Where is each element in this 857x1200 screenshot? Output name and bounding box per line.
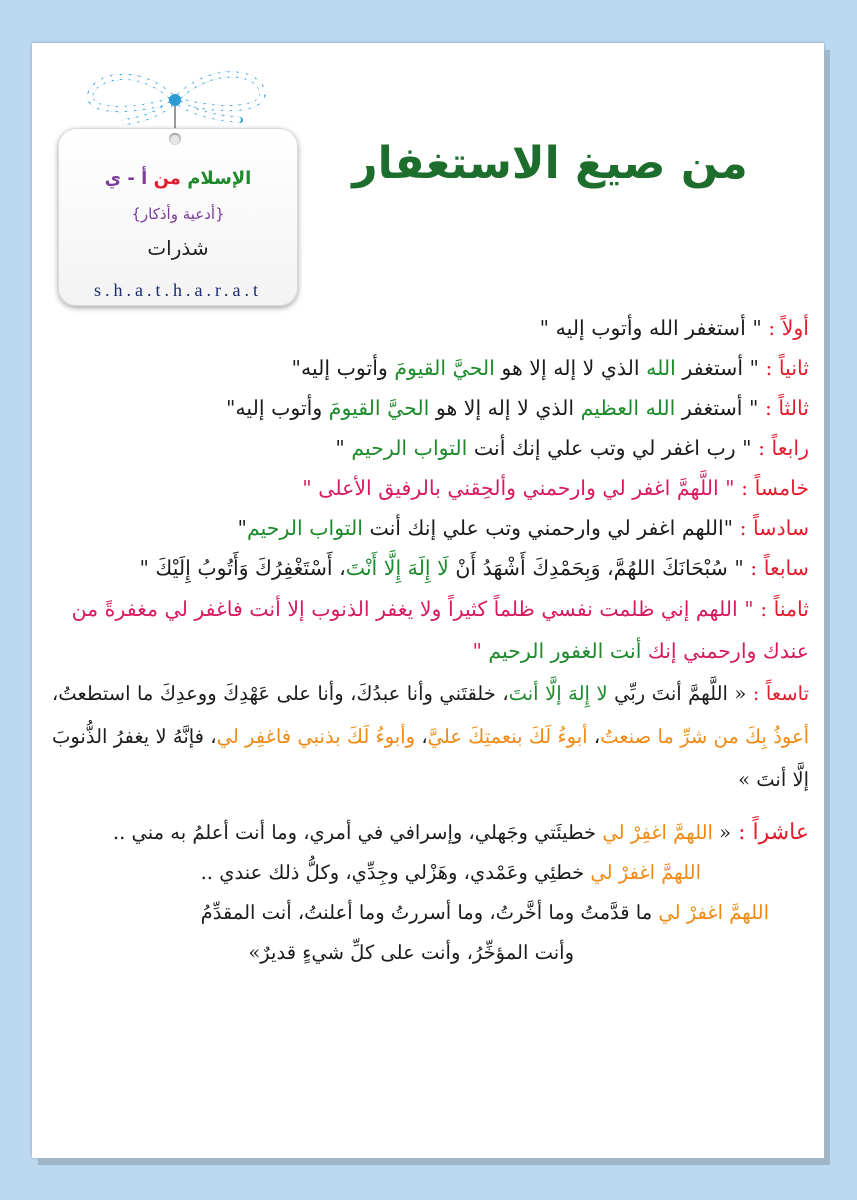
item-highlight: الله — [646, 356, 676, 380]
tag-signature-ar: شذرات — [147, 236, 209, 260]
item-text: " رب اغفر لي وتب علي إنك أنت — [467, 436, 752, 460]
item-highlight: لا إِلهَ إلَّا أنتَ — [508, 682, 608, 705]
item-highlight: أعوذُ بِكَ من شرِّ ما صنعتُ — [600, 725, 810, 748]
tag-hole — [169, 133, 181, 145]
item-label: ثالثاً : — [758, 396, 809, 420]
item-text: " أستغفر — [675, 396, 759, 420]
item-text: وأتوب إليه" — [291, 356, 395, 380]
item-2 — [52, 348, 809, 388]
item-text: الذي لا إله إلا هو — [494, 356, 647, 380]
item-highlight: الحيَّ القيومَ — [394, 356, 495, 380]
brand-part1: الإسلام — [180, 168, 252, 189]
item-9 — [52, 672, 809, 801]
item-highlight: التواب الرحيم — [351, 436, 468, 460]
item-text: ما قدَّمتُ وما أخَّرتُ، وما أسررتُ وما أعلنتُ، أنت المقدِّمُ — [200, 901, 659, 924]
item-text: ، — [415, 725, 428, 748]
item-text: وأتوب إليه" — [226, 396, 329, 420]
item-3 — [52, 388, 809, 428]
brand-part3: أ - ي — [104, 168, 154, 189]
item-text: " — [472, 639, 489, 663]
item-10-line-2 — [52, 853, 809, 893]
item-text: " اللَّهمَّ اغفر لي وارحمني وألحِقني بالرفيق الأعلى " — [302, 476, 735, 500]
item-text: ، — [587, 725, 601, 748]
item-6 — [52, 508, 809, 548]
item-8 — [52, 588, 809, 672]
item-text: ، خلقتَني وأنا عبدُكَ، وأنا على عَهْدِكَ ووعدِكَ ما استطعتُ، — [52, 682, 509, 705]
item-text: « — [712, 821, 732, 844]
item-highlight: وأبوءُ لَكَ بذنبي فاغفِر لي — [216, 725, 416, 748]
item-10-line-3 — [52, 893, 809, 933]
item-label: خامساً : — [734, 476, 809, 500]
item-highlight: أنت الغفور الرحيم — [488, 639, 642, 663]
spacer — [52, 801, 809, 813]
item-label: ثامناً : — [753, 597, 809, 621]
item-text: خطيئَتي وجَهلي، وإسرافي في أمري، وما أنت أعلمُ به مني .. — [112, 821, 603, 844]
item-text: "اللهم اغفر لي وارحمني وتب علي إنك أنت — [362, 516, 734, 540]
item-5 — [52, 468, 809, 508]
item-highlight: التواب الرحيم — [246, 516, 363, 540]
item-4 — [52, 428, 809, 468]
item-label: رابعاً : — [751, 436, 809, 460]
tag-subtitle: {أدعية وأذكار} — [131, 205, 225, 223]
item-label: سادساً : — [733, 516, 809, 540]
item-text: الذي لا إله إلا هو — [429, 396, 581, 420]
item-text: " أستغفر الله وأتوب إليه " — [539, 316, 762, 340]
item-text: " سُبْحَانَكَ اللهُمَّ، وَبِحَمْدِكَ أَشْهَدُ أَنْ — [448, 556, 744, 580]
item-label: ثانياً : — [758, 356, 809, 380]
item-highlight: أبوءُ لَكَ بنعمتِكَ عليَّ — [427, 725, 588, 748]
tag-signature-en: s.h.a.t.h.a.r.a.t — [94, 280, 262, 300]
item-text: ، أَسْتَغْفِرُكَ وَأَتُوبُ إِلَيْكَ " — [139, 556, 346, 580]
item-highlight: لَا إِلَهَ إِلَّا أَنْتَ — [345, 556, 449, 580]
item-text: " — [237, 516, 247, 540]
item-label: سابعاً : — [743, 556, 809, 580]
item-text: " أستغفر — [675, 356, 759, 380]
item-label: عاشراً : — [731, 820, 809, 845]
item-highlight: الحيَّ القيومَ — [328, 396, 430, 420]
item-text: وأنت المؤخِّرُ، وأنت على كلِّ شيءٍ قديرٌ» — [248, 941, 574, 964]
item-10-line-4 — [52, 933, 809, 973]
item-label: تاسعاً : — [746, 682, 809, 705]
item-1 — [52, 308, 809, 348]
brand-part2: من — [153, 168, 181, 189]
item-text: خطئِي وعَمْدي، وهَزْلي وجِدِّي، وكلُّ ذلك عندي .. — [200, 861, 591, 884]
item-10-line-1 — [52, 813, 809, 853]
item-highlight: اللهمَّ اغفرْ لي — [658, 901, 769, 924]
item-label: أولاً : — [761, 316, 809, 340]
item-text: " — [335, 436, 352, 460]
item-highlight: الله العظيم — [580, 396, 676, 420]
item-7 — [52, 548, 809, 588]
page-title: من صيغ الاستغفار — [352, 138, 748, 189]
item-highlight: اللهمَّ اغفرْ لي — [590, 861, 701, 884]
item-text: « اللَّهمَّ أنتَ ربِّي — [607, 682, 747, 705]
item-text: ، فإنَّهُ لا يغفرُ الذُّنوبَ إلَّا أنتَ » — [52, 725, 809, 791]
item-highlight: اللهمَّ اغفِرْ لي — [602, 821, 713, 844]
tag-brand — [58, 168, 298, 189]
item-text: " اللهم إني ظلمت نفسي ظلماً كثيراً ولا يغفر الذنوب إلا أنت فاغفر لي مغفرةً من عندك وارحمني إنك — [71, 597, 809, 663]
istighfar-list — [52, 308, 809, 973]
